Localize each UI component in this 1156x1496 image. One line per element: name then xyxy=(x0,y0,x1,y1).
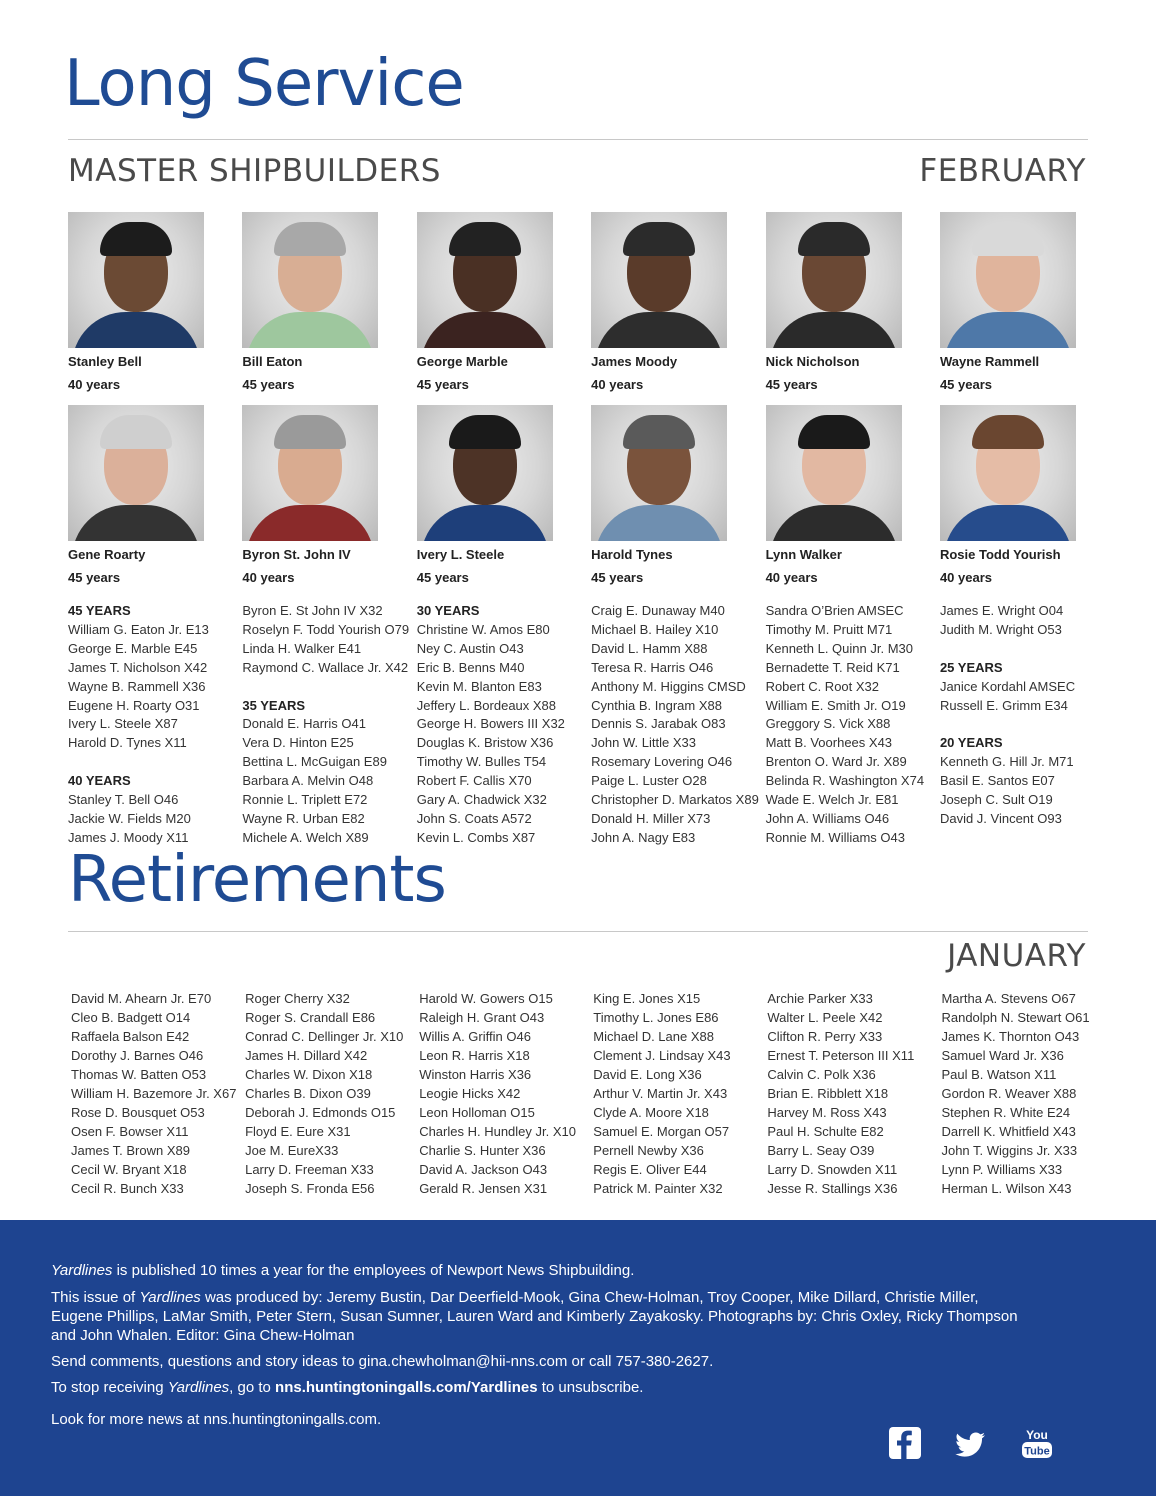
portrait-hair xyxy=(449,222,521,256)
person-name: Gene Roarty xyxy=(68,547,146,562)
employee-entry: Christine W. Amos E80 xyxy=(416,621,550,637)
january-heading: JANUARY xyxy=(947,938,1086,974)
service-column xyxy=(591,602,765,848)
portrait-hair xyxy=(623,222,695,256)
person-name: Rosie Todd Yourish xyxy=(939,547,1061,562)
retiree-entry: Herman L. Wilson X43 xyxy=(941,1180,1072,1196)
retiree-entry: William H. Bazemore Jr. X67 xyxy=(71,1085,237,1101)
employee-entry: Russell E. Grimm E34 xyxy=(939,697,1068,713)
photo-grid xyxy=(68,212,1080,586)
twitter-icon[interactable] xyxy=(953,1426,987,1460)
retiree-entry: Barry L. Seay O39 xyxy=(767,1142,875,1158)
retiree-entry: Leogie Hicks X42 xyxy=(419,1085,521,1101)
employee-entry: William G. Eaton Jr. E13 xyxy=(68,621,209,637)
retiree-entry: Conrad C. Dellinger Jr. X10 xyxy=(245,1028,404,1044)
employee-entry: Timothy M. Pruitt M71 xyxy=(765,621,893,637)
portrait-hair xyxy=(798,415,870,449)
portrait-hair xyxy=(274,222,346,256)
retiree-entry: Willis A. Griffin O46 xyxy=(419,1028,531,1044)
portrait-shoulders xyxy=(944,505,1072,541)
employee-entry: Joseph C. Sult O19 xyxy=(939,792,1053,808)
person-card xyxy=(766,212,902,393)
portrait-hair xyxy=(449,415,521,449)
portrait-shoulders xyxy=(246,312,374,348)
person-years: 40 years xyxy=(591,377,644,392)
person-card xyxy=(417,212,553,393)
retiree-entry: Cecil W. Bryant X18 xyxy=(71,1161,187,1177)
person-card xyxy=(242,212,378,393)
retiree-entry: Clyde A. Moore X18 xyxy=(593,1104,709,1120)
employee-entry: Matt B. Voorhees X43 xyxy=(765,735,893,751)
years-group-heading: 20 YEARS xyxy=(939,735,1003,751)
portrait-shoulders xyxy=(944,312,1072,348)
retiree-entry: Martha A. Stevens O67 xyxy=(941,991,1076,1006)
employee-entry: Ronnie M. Williams O43 xyxy=(765,829,905,845)
person-years: 40 years xyxy=(242,570,295,585)
employee-entry: Anthony M. Higgins CMSD xyxy=(591,678,746,694)
portrait-hair xyxy=(100,415,172,449)
portrait-photo xyxy=(68,405,204,541)
retiree-entry: Dorothy J. Barnes O46 xyxy=(71,1047,204,1063)
service-column xyxy=(68,602,242,848)
person-card xyxy=(417,405,553,586)
employee-entry: Barbara A. Melvin O48 xyxy=(242,773,374,789)
employee-entry: Stanley T. Bell O46 xyxy=(68,792,179,808)
retiree-entry: Walter L. Peele X42 xyxy=(767,1009,883,1025)
retiree-entry: Gordon R. Weaver X88 xyxy=(941,1085,1077,1101)
person-name: Byron St. John IV xyxy=(242,547,351,562)
employee-entry: Ronnie L. Triplett E72 xyxy=(242,792,368,808)
retirements-divider xyxy=(68,931,1088,932)
retiree-entry: Raleigh H. Grant O43 xyxy=(419,1009,545,1025)
employee-entry: Sandra O’Brien AMSEC xyxy=(765,603,904,618)
person-card xyxy=(591,405,727,586)
years-group-heading: 30 YEARS xyxy=(416,603,480,618)
employee-entry: Ivery L. Steele X87 xyxy=(68,716,178,732)
person-card xyxy=(940,212,1076,393)
employee-entry: Ney C. Austin O43 xyxy=(416,640,524,656)
retiree-entry: Ernest T. Peterson III X11 xyxy=(767,1047,915,1063)
retiree-entry: Harold W. Gowers O15 xyxy=(419,991,553,1006)
long-service-title: Long Service xyxy=(64,47,464,121)
portrait-hair xyxy=(274,415,346,449)
youtube-you-text: You xyxy=(1026,1428,1048,1442)
retiree-entry: Regis E. Oliver E44 xyxy=(593,1161,707,1177)
retiree-entry: Calvin C. Polk X36 xyxy=(767,1066,876,1082)
employee-entry: Jeffery L. Bordeaux X88 xyxy=(416,697,557,713)
retiree-entry: Timothy L. Jones E86 xyxy=(593,1009,719,1025)
footer-unsubscribe: To stop receiving Yardlines, go to nns.huntingtoningalls.com/Yardlines to unsubscribe. xyxy=(51,1379,644,1396)
retiree-entry: Roger S. Crandall E86 xyxy=(245,1009,376,1025)
employee-entry: George H. Bowers III X32 xyxy=(416,716,565,732)
employee-entry: Janice Kordahl AMSEC xyxy=(939,678,1076,694)
employee-entry: Harold D. Tynes X11 xyxy=(68,735,187,751)
retiree-entry: Larry D. Snowden X11 xyxy=(767,1161,898,1177)
person-name: Wayne Rammell xyxy=(939,354,1040,369)
employee-entry: Teresa R. Harris O46 xyxy=(591,659,714,675)
retiree-entry: Raffaela Balson E42 xyxy=(71,1028,190,1044)
employee-entry: David J. Vincent O93 xyxy=(939,810,1062,826)
person-card xyxy=(68,212,204,393)
years-group-heading: 40 YEARS xyxy=(68,773,131,789)
employee-entry: Kenneth L. Quinn Jr. M30 xyxy=(765,640,913,656)
footer-contact: Send comments, questions and story ideas to gina.chewholman@hii-nns.com or call 757-380-2627. xyxy=(51,1353,714,1370)
employee-entry: Dennis S. Jarabak O83 xyxy=(591,716,726,732)
portrait-shoulders xyxy=(770,312,898,348)
retirement-column xyxy=(245,990,419,1198)
employee-entry: Basil E. Santos E07 xyxy=(939,773,1055,789)
employee-entry: Jackie W. Fields M20 xyxy=(68,810,191,826)
person-card xyxy=(940,405,1076,586)
footer-more-news: Look for more news at nns.huntingtoningalls.com. xyxy=(51,1411,382,1428)
retiree-entry: David A. Jackson O43 xyxy=(419,1161,548,1177)
retiree-entry: Charles B. Dixon O39 xyxy=(245,1085,371,1101)
portrait-hair xyxy=(972,415,1044,449)
retiree-entry: Larry D. Freeman X33 xyxy=(245,1161,374,1177)
retiree-entry: Jesse R. Stallings X36 xyxy=(767,1180,898,1196)
person-years: 40 years xyxy=(68,377,121,392)
employee-entry: William E. Smith Jr. O19 xyxy=(765,697,906,713)
employee-entry: James J. Moody X11 xyxy=(68,829,189,845)
employee-entry: Donald E. Harris O41 xyxy=(242,716,366,732)
employee-entry: Roselyn F. Todd Yourish O79 xyxy=(242,621,410,637)
person-card xyxy=(242,405,378,586)
employee-entry: Eric B. Benns M40 xyxy=(416,659,525,675)
employee-entry: Vera D. Hinton E25 xyxy=(242,735,354,751)
retiree-entry: Thomas W. Batten O53 xyxy=(71,1066,207,1082)
retiree-entry: Deborah J. Edmonds O15 xyxy=(245,1104,396,1120)
employee-entry: Rosemary Lovering O46 xyxy=(591,754,733,770)
employee-entry: Greggory S. Vick X88 xyxy=(765,716,891,732)
retiree-entry: Charles W. Dixon X18 xyxy=(245,1066,373,1082)
retiree-entry: Lynn P. Williams X33 xyxy=(941,1161,1063,1177)
retiree-entry: Cecil R. Bunch X33 xyxy=(71,1180,184,1196)
portrait-shoulders xyxy=(72,312,200,348)
person-years: 45 years xyxy=(765,377,818,392)
retirements-title: Retirements xyxy=(68,843,446,917)
retiree-entry: Joseph S. Fronda E56 xyxy=(245,1180,375,1196)
person-name: Nick Nicholson xyxy=(765,354,860,369)
employee-entry: Douglas K. Bristow X36 xyxy=(416,735,554,751)
portrait-shoulders xyxy=(421,505,549,541)
retiree-entry: Paul B. Watson X11 xyxy=(941,1066,1057,1082)
facebook-icon[interactable] xyxy=(888,1426,922,1460)
retiree-entry: King E. Jones X15 xyxy=(593,991,701,1006)
service-column xyxy=(242,602,416,848)
portrait-hair xyxy=(972,222,1044,256)
employee-entry: Wade E. Welch Jr. E81 xyxy=(765,792,899,808)
retiree-entry: Harvey M. Ross X43 xyxy=(767,1104,887,1120)
youtube-icon[interactable] xyxy=(1020,1426,1054,1460)
portrait-hair xyxy=(100,222,172,256)
employee-entry: Wayne R. Urban E82 xyxy=(242,810,365,826)
retiree-entry: Randolph N. Stewart O61 xyxy=(941,1009,1090,1025)
title-divider xyxy=(68,139,1088,140)
person-card xyxy=(591,212,727,393)
portrait-photo xyxy=(940,212,1076,348)
person-name: Bill Eaton xyxy=(242,354,303,369)
retirement-column xyxy=(71,990,245,1198)
retiree-entry: Winston Harris X36 xyxy=(419,1066,532,1082)
employee-entry: David L. Hamm X88 xyxy=(591,640,708,656)
portrait-photo xyxy=(766,212,902,348)
portrait-photo xyxy=(242,212,378,348)
retiree-entry: Samuel Ward Jr. X36 xyxy=(941,1047,1064,1063)
portrait-shoulders xyxy=(421,312,549,348)
employee-entry: Michele A. Welch X89 xyxy=(242,829,369,845)
footer-publication-note: Yardlines is published 10 times a year for the employees of Newport News Shipbuilding. xyxy=(51,1262,635,1279)
employee-entry: Kenneth G. Hill Jr. M71 xyxy=(939,754,1074,770)
retiree-entry: Patrick M. Painter X32 xyxy=(593,1180,723,1196)
years-group-heading: 35 YEARS xyxy=(242,697,306,713)
retiree-entry: Joe M. EureX33 xyxy=(245,1142,339,1158)
retiree-entry: David M. Ahearn Jr. E70 xyxy=(71,991,212,1006)
portrait-photo xyxy=(591,212,727,348)
employee-entry: Byron E. St John IV X32 xyxy=(242,603,383,618)
employee-entry: Christopher D. Markatos X89 xyxy=(591,792,759,808)
group-spacer xyxy=(940,640,1114,659)
retiree-entry: Michael D. Lane X88 xyxy=(593,1028,714,1044)
retiree-entry: Stephen R. White E24 xyxy=(941,1104,1071,1120)
employee-entry: Paige L. Luster O28 xyxy=(591,773,707,789)
employee-entry: Bernadette T. Reid K71 xyxy=(765,659,900,675)
employee-entry: Judith M. Wright O53 xyxy=(939,621,1062,637)
portrait-photo xyxy=(591,405,727,541)
portrait-photo xyxy=(940,405,1076,541)
retiree-entry: Roger Cherry X32 xyxy=(245,991,350,1006)
employee-entry: Robert C. Root X32 xyxy=(765,678,880,694)
portrait-shoulders xyxy=(595,505,723,541)
employee-entry: James T. Nicholson X42 xyxy=(68,659,208,675)
retiree-entry: Rose D. Bousquet O53 xyxy=(71,1104,205,1120)
group-spacer xyxy=(940,715,1114,734)
service-column xyxy=(940,602,1114,848)
portrait-hair xyxy=(798,222,870,256)
employee-entry: Belinda R. Washington X74 xyxy=(765,773,925,789)
portrait-hair xyxy=(623,415,695,449)
retiree-entry: James H. Dillard X42 xyxy=(245,1047,368,1063)
retiree-entry: Paul H. Schulte E82 xyxy=(767,1123,884,1139)
service-column xyxy=(417,602,591,848)
employee-entry: John W. Little X33 xyxy=(591,735,696,751)
retiree-entry: Osen F. Bowser X11 xyxy=(71,1123,189,1139)
employee-entry: Raymond C. Wallace Jr. X42 xyxy=(242,659,409,675)
employee-entry: Bettina L. McGuigan E89 xyxy=(242,754,387,770)
retiree-entry: Gerald R. Jensen X31 xyxy=(419,1180,548,1196)
retiree-entry: Leon R. Harris X18 xyxy=(419,1047,530,1063)
retiree-entry: Arthur V. Martin Jr. X43 xyxy=(593,1085,728,1101)
employee-entry: James E. Wright O04 xyxy=(939,603,1064,618)
retiree-entry: John T. Wiggins Jr. X33 xyxy=(941,1142,1078,1158)
employee-entry: George E. Marble E45 xyxy=(68,640,198,656)
retiree-entry: Leon Holloman O15 xyxy=(419,1104,535,1120)
retiree-entry: Brian E. Ribblett X18 xyxy=(767,1085,889,1101)
retiree-entry: James K. Thornton O43 xyxy=(941,1028,1080,1044)
person-name: Stanley Bell xyxy=(68,354,142,369)
person-card xyxy=(68,405,204,586)
portrait-shoulders xyxy=(595,312,723,348)
footer-credits: This issue of Yardlines was produced by: Jeremy Bustin, Dar Deerfield-Mook, Gina Chew-Holman, Troy Cooper, Mike Dillard, Christie Miller, Eugene Phillips, LaMar Smith, Peter Stern, Susan Sumner, Lauren Ward and Kimberly Zayakosky. Photographs by: Chris Oxley, Ricky Thompson and John Whalen. Editor: Gina Chew-Holman xyxy=(51,1289,1018,1344)
employee-entry: John S. Coats A572 xyxy=(416,810,532,826)
person-years: 45 years xyxy=(416,377,469,392)
employee-entry: Timothy W. Bulles T54 xyxy=(416,754,547,770)
retiree-entry: Archie Parker X33 xyxy=(767,991,873,1006)
retiree-entry: Pernell Newby X36 xyxy=(593,1142,704,1158)
portrait-shoulders xyxy=(72,505,200,541)
employee-entry: Robert F. Callis X70 xyxy=(416,773,532,789)
footer xyxy=(0,1220,1156,1496)
service-column xyxy=(766,602,940,848)
person-name: George Marble xyxy=(416,354,508,369)
employee-entry: Kevin L. Combs X87 xyxy=(416,829,536,845)
portrait-photo xyxy=(417,212,553,348)
employee-entry: John A. Williams O46 xyxy=(765,810,890,826)
person-years: 45 years xyxy=(68,570,121,585)
employee-entry: Donald H. Miller X73 xyxy=(591,810,711,826)
employee-entry: John A. Nagy E83 xyxy=(591,829,696,845)
person-years: 45 years xyxy=(242,377,295,392)
retiree-entry: Darrell K. Whitfield X43 xyxy=(941,1123,1076,1139)
years-group-heading: 45 YEARS xyxy=(68,603,131,618)
employee-entry: Gary A. Chadwick X32 xyxy=(416,792,547,808)
retiree-entry: Samuel E. Morgan O57 xyxy=(593,1123,730,1139)
person-card xyxy=(766,405,902,586)
retiree-entry: David E. Long X36 xyxy=(593,1066,702,1082)
retirement-column xyxy=(419,990,593,1198)
person-name: Harold Tynes xyxy=(591,547,673,562)
portrait-shoulders xyxy=(770,505,898,541)
employee-entry: Kevin M. Blanton E83 xyxy=(416,678,542,694)
retiree-entry: Charles H. Hundley Jr. X10 xyxy=(419,1123,576,1139)
group-spacer xyxy=(68,753,242,772)
retiree-entry: Cleo B. Badgett O14 xyxy=(71,1009,191,1025)
retirement-column xyxy=(941,990,1115,1198)
retiree-entry: Clifton R. Perry X33 xyxy=(767,1028,883,1044)
group-spacer xyxy=(242,678,416,697)
employee-entry: Eugene H. Roarty O31 xyxy=(68,697,200,713)
employee-entry: Wayne B. Rammell X36 xyxy=(68,678,206,694)
master-shipbuilders-heading: MASTER SHIPBUILDERS xyxy=(68,153,441,189)
retiree-entry: Floyd E. Eure X31 xyxy=(245,1123,351,1139)
portrait-photo xyxy=(68,212,204,348)
person-years: 45 years xyxy=(416,570,469,585)
portrait-photo xyxy=(766,405,902,541)
unsubscribe-link[interactable]: nns.huntingtoningalls.com/Yardlines xyxy=(275,1379,538,1396)
retiree-entry: Charlie S. Hunter X36 xyxy=(419,1142,546,1158)
portrait-shoulders xyxy=(246,505,374,541)
retirement-column xyxy=(767,990,941,1198)
years-group-heading: 25 YEARS xyxy=(939,659,1003,675)
employee-entry: Craig E. Dunaway M40 xyxy=(591,603,725,618)
service-anniversary-lists xyxy=(68,602,1088,848)
person-years: 45 years xyxy=(591,570,644,585)
person-years: 40 years xyxy=(765,570,818,585)
retiree-entry: Clement J. Lindsay X43 xyxy=(593,1047,731,1063)
employee-entry: Michael B. Hailey X10 xyxy=(591,621,719,637)
retiree-entry: James T. Brown X89 xyxy=(71,1142,190,1158)
person-years: 45 years xyxy=(939,377,993,392)
person-years: 40 years xyxy=(939,570,993,585)
retirements-lists xyxy=(71,990,1091,1198)
portrait-photo xyxy=(417,405,553,541)
person-name: Lynn Walker xyxy=(765,547,842,562)
february-heading: FEBRUARY xyxy=(919,153,1086,189)
retirement-column xyxy=(593,990,767,1198)
employee-entry: Linda H. Walker E41 xyxy=(242,640,362,656)
youtube-tube-text: Tube xyxy=(1024,1445,1050,1458)
employee-entry: Brenton O. Ward Jr. X89 xyxy=(765,754,907,770)
person-name: James Moody xyxy=(591,354,678,369)
portrait-photo xyxy=(242,405,378,541)
employee-entry: Cynthia B. Ingram X88 xyxy=(591,697,722,713)
person-name: Ivery L. Steele xyxy=(416,547,505,562)
